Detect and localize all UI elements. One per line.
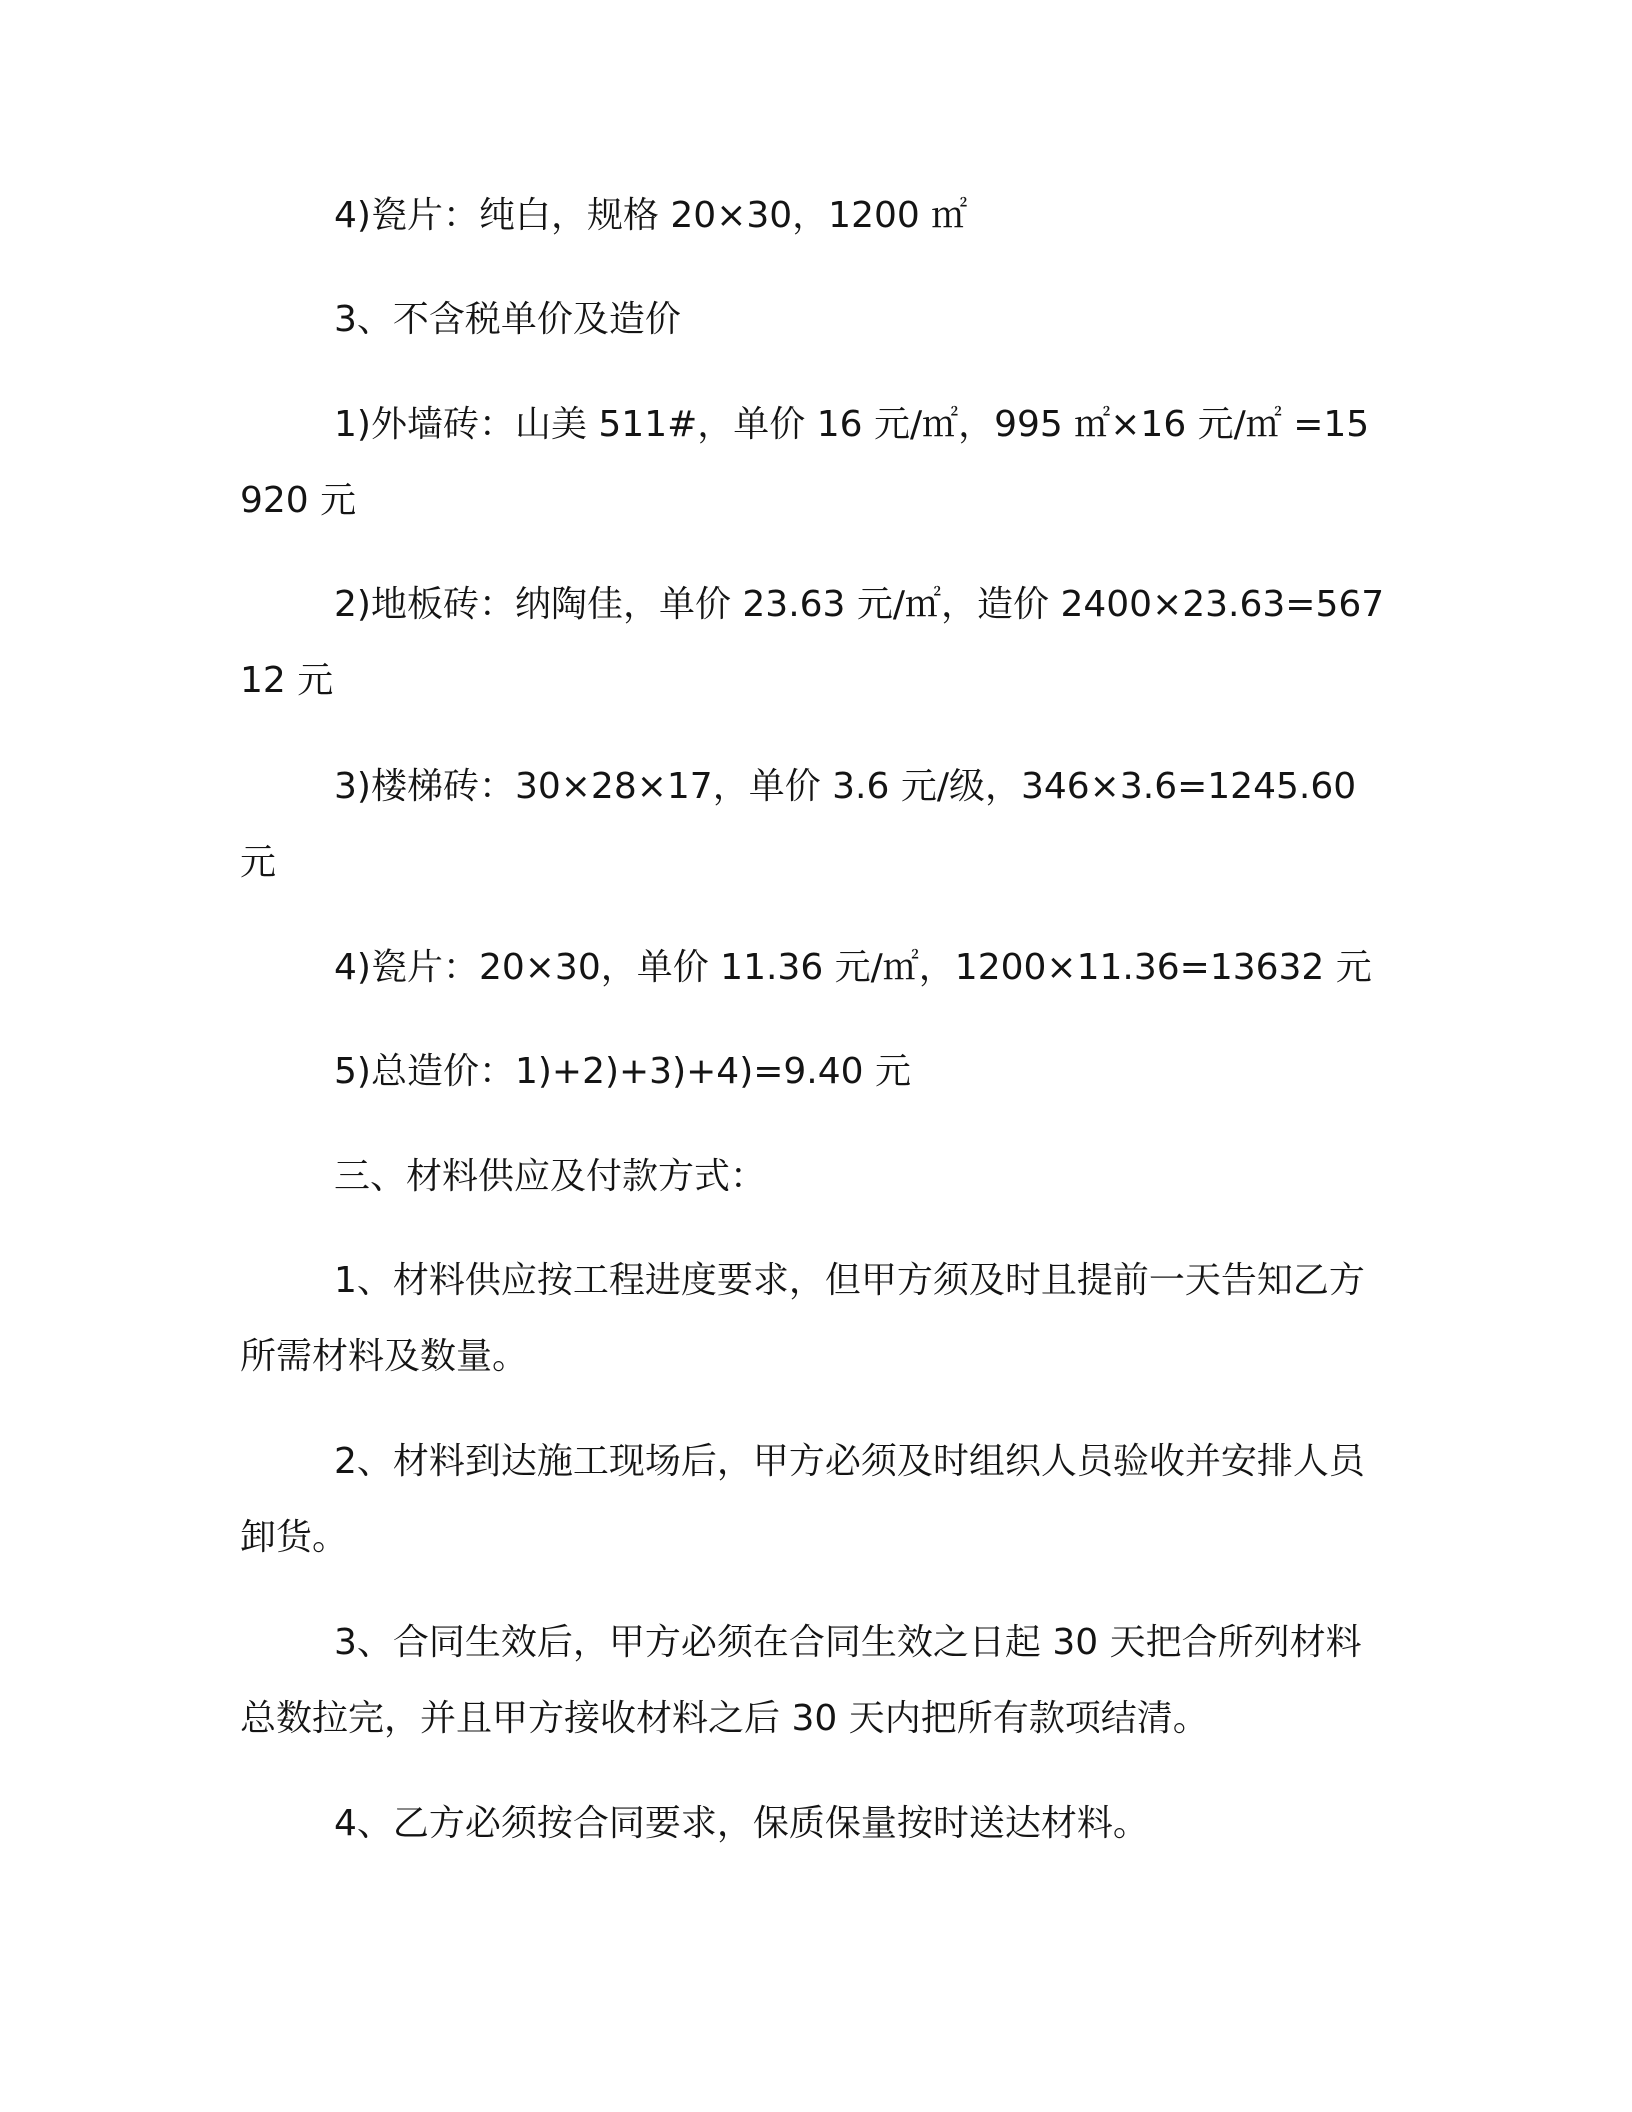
paragraph-exterior-wall-tile: 1)外墙砖：山美 511#，单价 16 元/㎡，995 ㎡×16 元/㎡ =15920 元 (240, 404, 1370, 521)
paragraph-floor-tile: 2)地板砖：纳陶佳，单价 23.63 元/㎡，造价 2400×23.63=56712 元 (240, 584, 1385, 701)
paragraph-tile-price: 4)瓷片：20×30，单价 11.36 元/㎡，1200×11.36=13632 元 (334, 947, 1372, 988)
paragraph-supply-clause-4: 4、乙方必须按合同要求，保质保量按时送达材料。 (334, 1803, 1149, 1844)
paragraph-stair-tile: 3)楼梯砖：30×28×17，单价 3.6 元/级，346×3.6=1245.60 元 (240, 766, 1357, 883)
paragraph-price-heading: 3、不含税单价及造价 (334, 299, 681, 340)
paragraph-total-cost: 5)总造价：1)+2)+3)+4)=9.40 元 (334, 1051, 912, 1092)
section-heading-supply-payment: 三、材料供应及付款方式： (334, 1156, 767, 1197)
paragraph-tile-spec: 4)瓷片：纯白，规格 20×30，1200 ㎡ (334, 195, 968, 236)
paragraph-supply-clause-3: 3、合同生效后，甲方必须在合同生效之日起 30 天把合所列材料总数拉完，并且甲方接收材料之后 30 天内把所有款项结清。 (240, 1622, 1362, 1739)
paragraph-supply-clause-1: 1、材料供应按工程进度要求，但甲方须及时且提前一天告知乙方所需材料及数量。 (240, 1260, 1365, 1377)
paragraph-supply-clause-2: 2、材料到达施工现场后，甲方必须及时组织人员验收并安排人员卸货。 (240, 1441, 1365, 1558)
